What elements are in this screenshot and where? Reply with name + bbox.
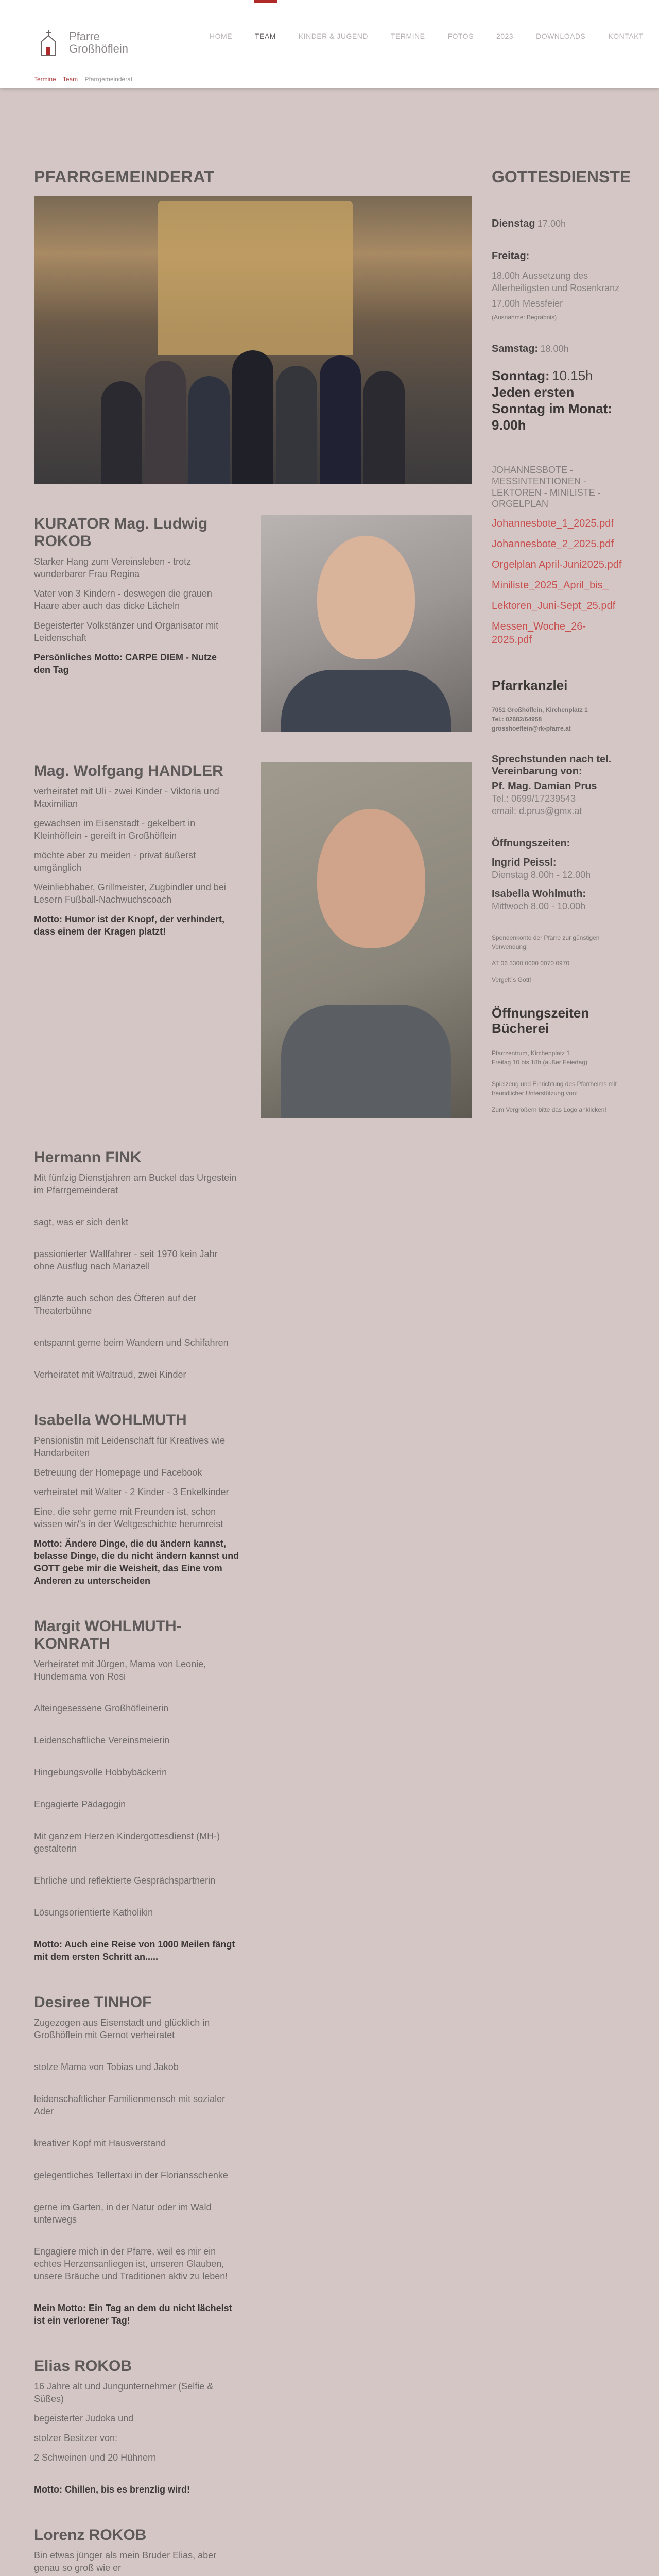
kanzlei-block bbox=[492, 677, 626, 733]
downloads-block bbox=[492, 464, 626, 647]
profile-line: sagt, was er sich denkt bbox=[34, 1217, 129, 1227]
buecherei-title: Öffnungszeiten Bücherei bbox=[492, 1005, 589, 1036]
profile-name: Hermann FINK bbox=[34, 1149, 142, 1166]
service-day-label: Dienstag bbox=[492, 218, 535, 229]
service-line: 17.00h Messfeier bbox=[492, 298, 563, 309]
person-silhouette bbox=[320, 355, 361, 484]
site-title-line2: Großhöflein bbox=[69, 42, 128, 55]
kanzlei-phone: Tel.: 02682/64958 bbox=[492, 716, 542, 723]
nav-home[interactable]: HOME bbox=[210, 32, 232, 40]
spenden-iban: AT 06 3300 0000 0070 0970 bbox=[492, 960, 570, 967]
altar-shape bbox=[158, 201, 353, 355]
profile-name: KURATOR Mag. Ludwig ROKOB bbox=[34, 515, 208, 550]
nav-kontakt[interactable]: KONTAKT bbox=[608, 32, 644, 40]
profile-line: gewachsen im Eisenstadt - gekelbert in Kleinhöflein - gereift in Großhöflein bbox=[34, 818, 196, 841]
profile-motto: Motto: Auch eine Reise von 1000 Meilen fängt mit dem ersten Schritt an..... bbox=[34, 1939, 235, 1962]
profile-hermann-fink bbox=[34, 1149, 472, 1381]
sprechstunden-title: Sprechstunden nach tel. Vereinbarung von: bbox=[492, 754, 612, 777]
service-saturday bbox=[492, 343, 626, 355]
profile-line: Hingebungsvolle Hobbybäckerin bbox=[34, 1767, 167, 1777]
profile-photo bbox=[261, 515, 472, 732]
profile-line: Mit ganzem Herzen Kindergottesdienst (MH-) gestalterin bbox=[34, 1831, 220, 1854]
profile-name: Mag. Wolfgang HANDLER bbox=[34, 762, 223, 779]
profile-line: verheiratet mit Uli - zwei Kinder - Viktoria und Maximilian bbox=[34, 786, 219, 809]
sidebar bbox=[492, 167, 631, 1114]
profile-line: Eine, die sehr gerne mit Freunden ist, schon wissen wir/'s in der Weltgeschichte herumreist bbox=[34, 1506, 223, 1529]
service-day-label: Sonntag: bbox=[492, 368, 550, 383]
oeffnungszeiten-block bbox=[492, 838, 626, 912]
service-note: (Ausnahme: Begräbnis) bbox=[492, 314, 557, 321]
profile-motto: Motto: Ändere Dinge, die du ändern kannst, belasse Dinge, die du nicht ändern kannst und GOTT gebe mir die Weisheit, das Eine vom Anderen zu unterscheiden bbox=[34, 1538, 239, 1586]
profile-elias-rokob bbox=[34, 2358, 472, 2496]
profile-line: gerne im Garten, in der Natur oder im Wald unterwegs bbox=[34, 2202, 212, 2225]
profile-line: Alteingesessene Großhöfleinerin bbox=[34, 1703, 169, 1714]
profile-motto: Persönliches Motto: CARPE DIEM - Nutze den Tag bbox=[34, 652, 217, 675]
breadcrumb-pfarrgemeinderat[interactable]: Pfarrgemeinderat bbox=[84, 76, 133, 83]
profile-name: Isabella WOHLMUTH bbox=[34, 1412, 187, 1429]
spenden-block bbox=[492, 933, 626, 985]
breadcrumb-team[interactable]: Team bbox=[62, 76, 78, 83]
downloads-title: JOHANNESBOTE - MESSINTENTIONEN - LEKTOREN - MINILISTE - ORGELPLAN bbox=[492, 465, 601, 509]
group-photo bbox=[34, 196, 472, 484]
profile-line: Engagiere mich in der Pfarre, weil es mir ein echtes Herzensanliegen ist, unseren Glauben, unsere Bräuche und Traditionen aktiv zu leben! bbox=[34, 2246, 228, 2281]
profile-line: 16 Jahre alt und Jungunternehmer (Selfie & Süßes) bbox=[34, 2381, 214, 2404]
spenden-thanks: Vergelt´s Gott! bbox=[492, 976, 531, 984]
main-nav bbox=[198, 0, 655, 72]
download-link[interactable]: Lektoren_Juni-Sept_25.pdf bbox=[492, 600, 616, 612]
download-link[interactable]: Johannesbote_1_2025.pdf bbox=[492, 518, 614, 529]
person-silhouette bbox=[363, 371, 405, 484]
profile-motto: Mein Motto: Ein Tag an dem du nicht lächelst ist ein verlorener Tag! bbox=[34, 2303, 232, 2326]
face-shape bbox=[317, 809, 425, 948]
service-sunday bbox=[492, 367, 626, 433]
person-silhouette bbox=[101, 381, 142, 484]
sponsor-logo-hint[interactable]: Zum Vergrößern bitte das Logo anklicken! bbox=[492, 1106, 606, 1113]
spenden-text: Spendenkonto der Pfarre zur günstigen Verwendung: bbox=[492, 934, 600, 951]
priest-name: Pf. Mag. Damian Prus bbox=[492, 781, 597, 792]
staff-hours: Mittwoch 8.00 - 10.00h bbox=[492, 901, 586, 911]
breadcrumb bbox=[34, 76, 137, 83]
profile-line: passionierter Wallfahrer - seit 1970 kein Jahr ohne Ausflug nach Mariazell bbox=[34, 1249, 218, 1272]
profile-line: Betreuung der Homepage und Facebook bbox=[34, 1467, 202, 1478]
profile-name: Desiree TINHOF bbox=[34, 1994, 152, 2011]
staff-name: Ingrid Peissl: bbox=[492, 857, 557, 868]
service-day-label: Freitag: bbox=[492, 250, 530, 262]
service-day-label: Samstag: bbox=[492, 343, 539, 354]
site-logo[interactable] bbox=[34, 28, 188, 90]
person-silhouette bbox=[145, 361, 186, 484]
service-line: 18.00h Aussetzung des Allerheiligsten und Rosenkranz bbox=[492, 270, 620, 293]
kanzlei-email[interactable]: grosshoeflein@rk-pfarre.at bbox=[492, 725, 571, 732]
profile-name: Elias ROKOB bbox=[34, 2358, 132, 2375]
nav-termine[interactable]: TERMINE bbox=[390, 32, 425, 40]
profile-motto: Motto: Humor ist der Knopf, der verhindert, dass einem der Kragen platzt! bbox=[34, 914, 225, 937]
profile-line: möchte aber zu meiden - privat äußerst umgänglich bbox=[34, 850, 196, 873]
nav-team[interactable]: TEAM bbox=[244, 0, 287, 72]
breadcrumb-termine[interactable]: Termine bbox=[34, 76, 56, 83]
church-logo-icon bbox=[34, 28, 63, 57]
buecherei-block bbox=[492, 1005, 626, 1114]
profile-line: Mit fünfzig Dienstjahren am Buckel das Urgestein im Pfarrgemeinderat bbox=[34, 1173, 237, 1195]
profile-ludwig-rokob bbox=[34, 515, 472, 732]
profile-line: stolzer Besitzer von: bbox=[34, 2433, 118, 2443]
profile-motto: Motto: Chillen, bis es brenzlig wird! bbox=[34, 2484, 190, 2495]
sidebar-title: GOTTESDIENSTE bbox=[492, 167, 631, 186]
profile-wolfgang-handler bbox=[34, 762, 472, 1118]
profile-line: Ehrliche und reflektierte Gesprächspartnerin bbox=[34, 1875, 216, 1886]
service-tuesday bbox=[492, 217, 626, 230]
profile-line: Starker Hang zum Vereinsleben - trotz wunderbarer Frau Regina bbox=[34, 556, 192, 579]
nav-kinder-jugend[interactable]: KINDER & JUGEND bbox=[298, 32, 368, 40]
kanzlei-address: 7051 Großhöflein, Kirchenplatz 1 bbox=[492, 706, 588, 714]
profile-line: Begeisterter Volkstänzer und Organisator mit Leidenschaft bbox=[34, 620, 219, 643]
profile-isabella-wohlmuth bbox=[34, 1412, 472, 1587]
priest-phone: Tel.: 0699/17239543 bbox=[492, 793, 576, 804]
site-header bbox=[0, 0, 659, 88]
person-silhouette bbox=[276, 366, 317, 484]
main-content bbox=[34, 167, 472, 2576]
profile-line: begeisterter Judoka und bbox=[34, 2413, 134, 2424]
buecherei-hours: Freitag 10 bis 18h (außer Feiertag) bbox=[492, 1059, 588, 1066]
profile-line: Weinliebhaber, Grillmeister, Zugbindler und bei Lesern Fußball-Nachwuchscoach bbox=[34, 882, 226, 905]
profile-line: Zugezogen aus Eisenstadt und glücklich in Großhöflein mit Gernot verheiratet bbox=[34, 2018, 210, 2040]
nav-fotos[interactable]: FOTOS bbox=[447, 32, 474, 40]
service-friday bbox=[492, 250, 626, 322]
profile-name: Lorenz ROKOB bbox=[34, 2527, 147, 2544]
sprechstunden-block bbox=[492, 754, 626, 817]
nav-2023[interactable]: 2023 bbox=[496, 32, 514, 40]
profile-line: verheiratet mit Walter - 2 Kinder - 3 Enkelkinder bbox=[34, 1487, 229, 1497]
profile-line: entspannt gerne beim Wandern und Schifahren bbox=[34, 1337, 229, 1348]
download-link[interactable]: Miniliste_2025_April_bis_ bbox=[492, 580, 609, 591]
profile-line: kreativer Kopf mit Hausverstand bbox=[34, 2138, 166, 2148]
profile-line: Vater von 3 Kindern - deswegen die grauen Haare aber auch das dicke Lächeln bbox=[34, 588, 212, 611]
priest-email[interactable]: email: d.prus@gmx.at bbox=[492, 806, 582, 816]
profile-line: Bin etwas jünger als mein Bruder Elias, aber genau so groß wie er bbox=[34, 2550, 217, 2573]
staff-name: Isabella Wohlmuth: bbox=[492, 888, 586, 900]
download-link[interactable]: Johannesbote_2_2025.pdf bbox=[492, 538, 614, 550]
profile-line: Leidenschaftliche Vereinsmeierin bbox=[34, 1735, 170, 1745]
service-time: 17.00h bbox=[537, 218, 566, 229]
suit-shape bbox=[281, 1005, 451, 1118]
service-time: 18.00h bbox=[540, 344, 569, 354]
profile-line: Lösungsorientierte Katholikin bbox=[34, 1907, 153, 1918]
person-silhouette bbox=[188, 376, 230, 484]
profile-line: Engagierte Pädagogin bbox=[34, 1799, 126, 1809]
profile-line: Pensionistin mit Leidenschaft für Kreatives wie Handarbeiten bbox=[34, 1435, 226, 1458]
profile-line: 2 Schweinen und 20 Hühnern bbox=[34, 2452, 157, 2463]
person-silhouette bbox=[232, 350, 273, 484]
profile-line: glänzte auch schon des Öfteren auf der Theaterbühne bbox=[34, 1293, 197, 1316]
sponsor-note: Spielzeug und Einrichtung des Pfarrheims mit freundlicher Unterstützung von: bbox=[492, 1080, 617, 1097]
oeffnungszeiten-title: Öffnungszeiten: bbox=[492, 838, 570, 849]
face-shape bbox=[317, 536, 415, 659]
profile-line: stolze Mama von Tobias und Jakob bbox=[34, 2062, 179, 2072]
profile-line: gelegentliches Tellertaxi in der Floriansschenke bbox=[34, 2170, 228, 2180]
profile-line: leidenschaftlicher Familienmensch mit sozialer Ader bbox=[34, 2094, 226, 2116]
profile-line: Verheiratet mit Jürgen, Mama von Leonie, Hundemama von Rosi bbox=[34, 1659, 206, 1682]
profile-lorenz-rokob bbox=[34, 2527, 472, 2576]
service-time: 10.15h bbox=[552, 368, 593, 383]
kanzlei-title: Pfarrkanzlei bbox=[492, 677, 568, 693]
buecherei-address: Pfarrzentrum, Kirchenplatz 1 bbox=[492, 1049, 570, 1057]
profile-margit-wohlmuth-konrath bbox=[34, 1618, 472, 1963]
site-title bbox=[69, 30, 128, 55]
site-title-line1: Pfarre bbox=[69, 30, 100, 43]
profile-name: Margit WOHLMUTH-KONRATH bbox=[34, 1618, 182, 1652]
staff-hours: Dienstag 8.00h - 12.00h bbox=[492, 870, 591, 880]
profile-desiree-tinhof bbox=[34, 1994, 472, 2327]
download-link[interactable]: Orgelplan April-Juni2025.pdf bbox=[492, 559, 622, 570]
suit-shape bbox=[281, 670, 451, 732]
page-title: PFARRGEMEINDERAT bbox=[34, 167, 215, 186]
service-sunday-note: Jeden ersten Sonntag im Monat: 9.00h bbox=[492, 384, 612, 433]
profile-line: Verheiratet mit Waltraud, zwei Kinder bbox=[34, 1369, 186, 1380]
profile-photo bbox=[261, 762, 472, 1118]
nav-downloads[interactable]: DOWNLOADS bbox=[536, 32, 586, 40]
download-link[interactable]: Messen_Woche_26-2025.pdf bbox=[492, 621, 586, 646]
